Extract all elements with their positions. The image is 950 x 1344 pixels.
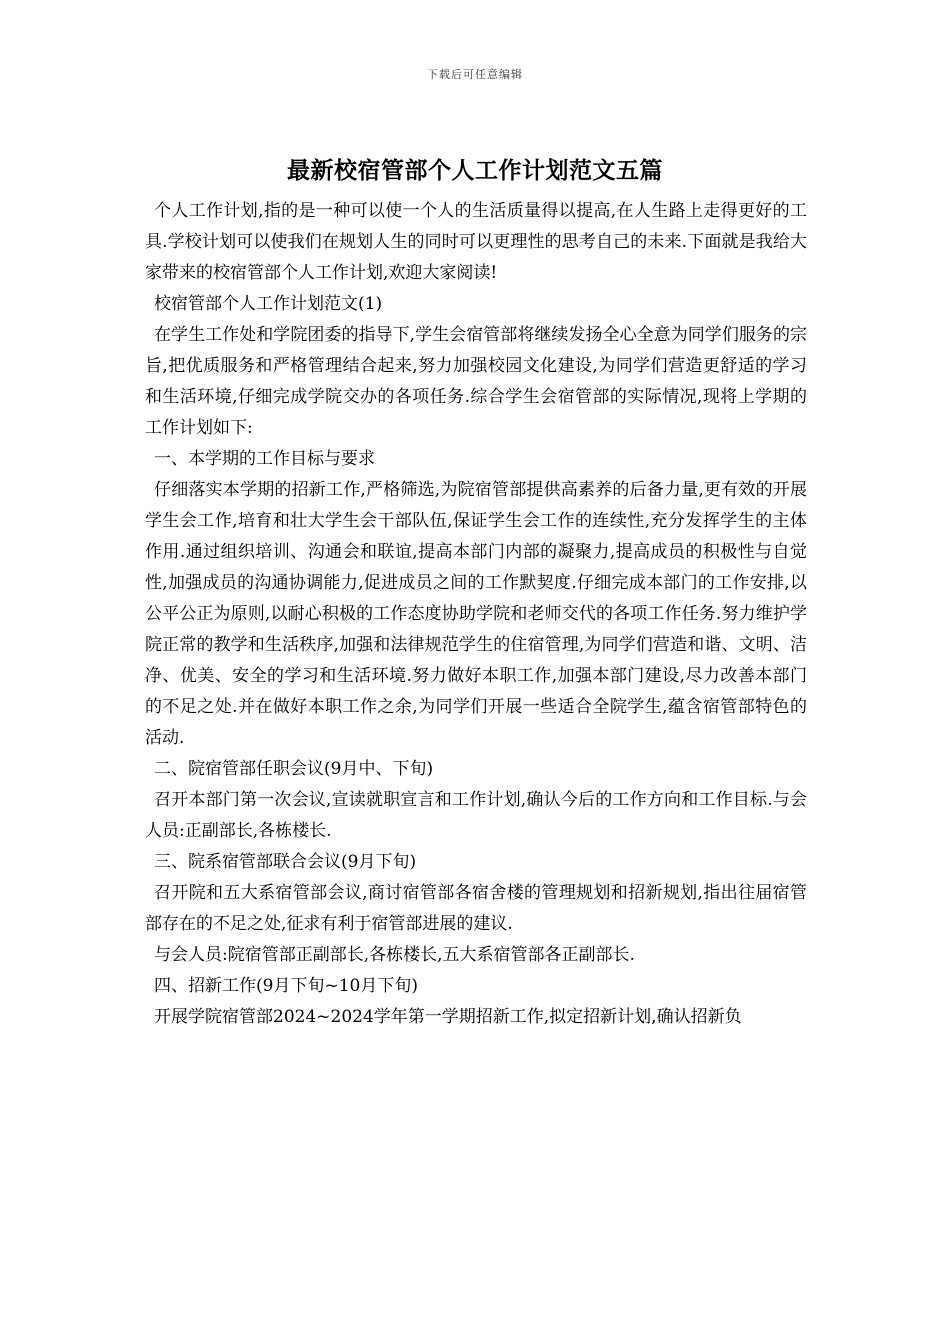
paragraph-heading-3: 三、院系宿管部联合会议(9月下旬) xyxy=(154,852,417,872)
paragraph-section-heading: 校宿管部个人工作计划范文(1) xyxy=(154,294,383,314)
paragraph-intro: 个人工作计划,指的是一种可以使一个人的生活质量得以提高,在人生路上走得更好的工具.学校计划可以使我们在规划人生的同时可以更理性的思考自己的未来.下面就是我给大家带来的校宿管部个人工作计划,欢迎大家阅读! xyxy=(145,201,807,283)
paragraph: 在学生工作处和学院团委的指导下,学生会宿管部将继续发扬全心全意为同学们服务的宗旨,把优质服务和严格管理结合起来,努力加强校园文化建设,为同学们营造更舒适的学习和生活环境,仔细完成学院交办的各项任务.综合学生会宿管部的实际情况,现将上学期的工作计划如下: xyxy=(145,325,807,438)
paragraph-heading-1: 一、本学期的工作目标与要求 xyxy=(154,449,375,469)
page-header-note: 下载后可任意编辑 xyxy=(427,68,523,81)
document-body xyxy=(145,196,807,1033)
document-title: 最新校宿管部个人工作计划范文五篇 xyxy=(287,157,663,184)
paragraph-heading-4: 四、招新工作(9月下旬~10月下旬) xyxy=(154,976,418,996)
paragraph: 仔细落实本学期的招新工作,严格筛选,为院宿管部提供高素养的后备力量,更有效的开展学生会工作,培育和壮大学生会干部队伍,保证学生会工作的连续性,充分发挥学生的主体作用.通过组织培训、沟通会和联谊,提高本部门内部的凝聚力,提高成员的积极性与自觉性,加强成员的沟通协调能力,促进成员之间的工作默契度.仔细完成本部门的工作安排,以公平公正为原则,以耐心积极的工作态度协助学院和老师交代的各项工作任务.努力维护学院正常的教学和生活秩序,加强和法律规范学生的住宿管理,为同学们营造和谐、文明、洁净、优美、安全的学习和生活环境.努力做好本职工作,加强本部门建设,尽力改善本部门的不足之处.并在做好本职工作之余,为同学们开展一些适合全院学生,蕴含宿管部特色的活动. xyxy=(145,480,807,748)
paragraph: 与会人员:院宿管部正副部长,各栋楼长,五大系宿管部各正副部长. xyxy=(154,945,635,965)
paragraph: 召开本部门第一次会议,宣读就职宣言和工作计划,确认今后的工作方向和工作目标.与会人员:正副部长,各栋楼长. xyxy=(145,790,807,841)
paragraph: 开展学院宿管部2024~2024学年第一学期招新工作,拟定招新计划,确认招新负 xyxy=(154,1007,742,1027)
paragraph: 召开院和五大系宿管部会议,商讨宿管部各宿舍楼的管理规划和招新规划,指出往届宿管部存在的不足之处,征求有利于宿管部进展的建议. xyxy=(145,883,807,934)
paragraph-heading-2: 二、院宿管部任职会议(9月中、下旬) xyxy=(154,759,434,779)
